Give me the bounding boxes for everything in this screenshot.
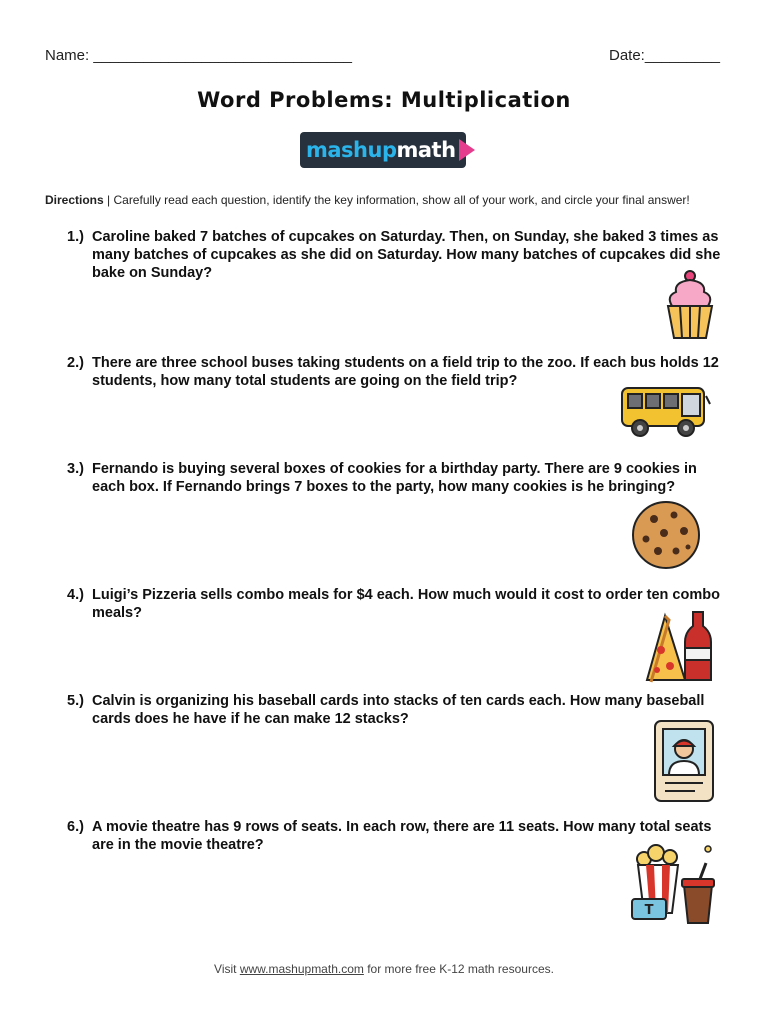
cupcake-icon: [660, 266, 720, 340]
mashupmath-logo: [300, 132, 466, 168]
directions-label: Directions: [45, 193, 104, 207]
footer-pre: Visit: [214, 962, 240, 976]
page-title: Word Problems: Multiplication: [197, 88, 571, 112]
cookie-icon: [630, 499, 702, 571]
question-4: [67, 586, 727, 622]
directions: [45, 193, 735, 207]
svg-text:T: T: [644, 903, 654, 918]
directions-text: | Carefully read each question, identify the key information, show all of your work, and circle your final answer!: [103, 193, 690, 207]
question-text: There are three school buses taking students on a field trip to the zoo. If each bus holds 12 students, how many total students are going on the field trip?: [92, 355, 719, 389]
question-text: Calvin is organizing his baseball cards into stacks of ten cards each. How many baseball cards does he have if he can make 12 stacks?: [92, 693, 705, 727]
question-number: 3.): [67, 461, 84, 477]
question-text: A movie theatre has 9 rows of seats. In each row, there are 11 seats. How many total seats are in the movie theatre?: [92, 819, 712, 853]
logo-text-math: math: [396, 138, 456, 162]
question-5: [67, 692, 727, 728]
date-field-label: Date:_________: [609, 47, 720, 64]
question-6: [67, 818, 727, 854]
question-number: 6.): [67, 819, 84, 835]
play-icon: [459, 139, 475, 161]
question-number: 5.): [67, 693, 84, 709]
bus-icon: [620, 376, 712, 440]
footer-link[interactable]: www.mashupmath.com: [239, 962, 364, 976]
pizza-soda-icon: [643, 608, 715, 684]
question-1: [67, 228, 727, 282]
footer: [0, 962, 768, 976]
popcorn-icon: [630, 843, 716, 925]
question-number: 2.): [67, 355, 84, 371]
name-field-label: Name: _______________________________: [45, 47, 352, 64]
question-number: 1.): [67, 229, 84, 245]
footer-post: for more free K-12 math resources.: [363, 962, 554, 976]
baseball-card-icon: [653, 719, 715, 803]
question-number: 4.): [67, 587, 84, 603]
question-text: Fernando is buying several boxes of cookies for a birthday party. There are 9 cookies in each box. If Fernando brings 7 boxes to the party, how many cookies is he bringing?: [92, 461, 697, 495]
question-3: [67, 460, 727, 496]
logo-text-mashup: mashup: [306, 138, 397, 162]
question-text: Luigi’s Pizzeria sells combo meals for $4 each. How much would it cost to order ten combo meals?: [92, 587, 720, 621]
question-text: Caroline baked 7 batches of cupcakes on Saturday. Then, on Sunday, she baked 3 times as many batches of cupcakes as she did on Saturday. How many batches of cupcakes did she bake on Sunday?: [92, 229, 721, 281]
